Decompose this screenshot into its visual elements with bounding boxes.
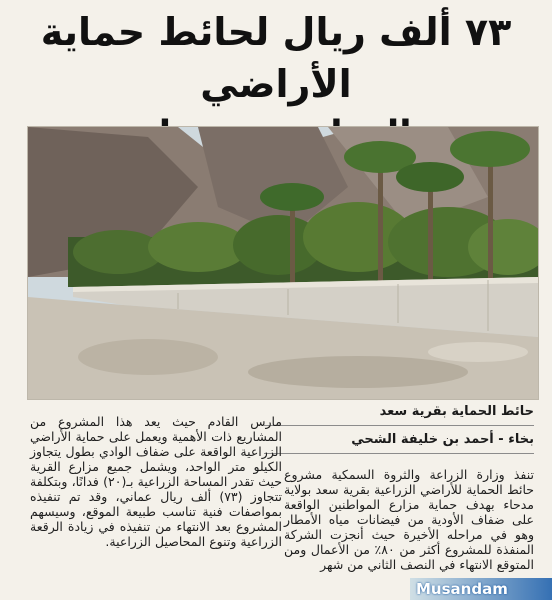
headline-line-1: ٧٣ ألف ريال لحائط حماية الأراضي [40, 10, 512, 106]
photo-caption: حائط الحماية بقرية سعد [264, 404, 534, 426]
article-paragraph-1: تنفذ وزارة الزراعة والثروة السمكية مشروع حائط الحماية للأراضي الزراعية بقرية سعد بولاية مدحاء بهدف حماية مزارع المواطنين الواقعة على ضفاف الأودية من فيضانات مياه الأمطار وهو في مراحله الأخيرة حيث أنجزت الشركة المنفذة للمشروع أكثر من ٨٠٪ من الأعمال ومن المتوقع الانتهاء في النصف الثاني من شهر [284, 467, 534, 572]
article-paragraph-2: مارس القادم حيث يعد هذا المشروع من المشاريع ذات الأهمية ويعمل على حماية الأراضي الزراعية الواقعة على ضفاف الوادي بطول يتجاوز الكيلو متر الواحد، ويشمل جميع مزارع القرية حيث تقدر المساحة الزراعية بـ(٢٠) فدانًا، وبتكلفة تتجاوز (٧٣) ألف ريال عماني، وقد تم تنفيذه بمواصفات فنية تناسب طبيعة الموقع، وسيسهم المشروع بعد الانتهاء من تنفيذه في زيادة الرقعة الزراعية وتنوع المحاصيل الزراعية. [30, 414, 282, 549]
article-column-right [284, 467, 534, 572]
protection-wall-photo [28, 127, 538, 399]
watermark: Musandam [410, 578, 552, 600]
byline: بخاء - أحمد بن خليفة الشحي [264, 432, 534, 454]
article-column-left [30, 414, 282, 549]
article-photo [27, 126, 539, 400]
